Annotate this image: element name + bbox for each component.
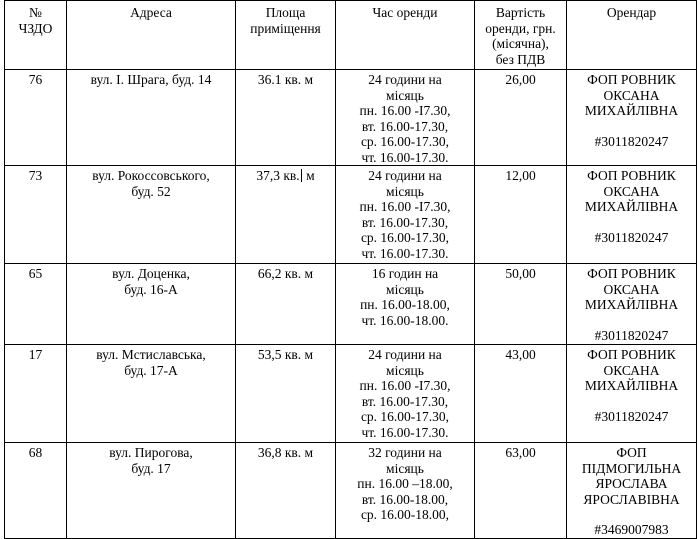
cell-tenant [567, 264, 697, 345]
time-line: ср. 16.00-17.30, [360, 134, 450, 149]
cell-address [67, 345, 236, 443]
tenant-id: #3011820247 [594, 408, 669, 424]
time-line: місяць [386, 281, 424, 297]
address-line: вул. Пирогова, [109, 445, 193, 460]
address-line: буд. 17-А [124, 362, 178, 378]
header-address [67, 1, 236, 70]
header-time-line-1: Час оренди [372, 5, 438, 20]
cell-num: 17 [5, 345, 67, 443]
time-line: чт. 16.00-18.00. [361, 312, 449, 328]
cell-time [336, 70, 475, 166]
cell-area: 36.1 кв. м [236, 70, 336, 166]
header-area-line-2: приміщення [250, 20, 321, 36]
address-line: вул. І. Шрага, буд. 14 [90, 72, 212, 87]
tenant-line: ЯРОСЛАВА [595, 476, 668, 491]
header-tenant-line-1: Орендар [606, 5, 657, 20]
tenant-spacer [570, 394, 693, 409]
cell-address [67, 166, 236, 264]
time-line: пн. 16.00-18.00, [360, 297, 450, 312]
table-row [5, 345, 697, 443]
cell-price: 12,00 [475, 166, 567, 264]
table-row [5, 264, 697, 345]
header-time [336, 1, 475, 70]
address-line: буд. 16-А [124, 281, 178, 297]
cell-area: 66,2 кв. м [236, 264, 336, 345]
cell-time [336, 264, 475, 345]
header-price [475, 1, 567, 70]
address-line: вул. Доценка, [112, 266, 190, 281]
header-price-line-1: Вартість [495, 5, 546, 20]
header-area [236, 1, 336, 70]
time-line: місяць [386, 87, 424, 103]
text-cursor [301, 169, 302, 182]
address-line: вул. Рокоссовського, [92, 168, 210, 183]
cell-tenant [567, 70, 697, 166]
area-unit: кв. [283, 168, 300, 183]
time-line: чт. 16.00-17.30. [361, 245, 449, 261]
tenant-line: МИХАЙЛІВНА [584, 378, 679, 393]
time-line: ср. 16.00-17.30, [360, 409, 450, 424]
tenant-line: ОКСАНА [603, 281, 660, 297]
tenant-spacer [570, 507, 693, 522]
time-line: 24 години на [368, 72, 442, 87]
table-row [5, 166, 697, 264]
tenant-id: #3011820247 [594, 229, 669, 245]
header-num-line-2: ЧЗДО [18, 20, 53, 36]
time-line: місяць [386, 183, 424, 199]
cell-tenant [567, 166, 697, 264]
tenant-id: #3469007983 [594, 522, 669, 537]
tenant-line: ОКСАНА [603, 87, 660, 103]
address-line: буд. 17 [131, 460, 171, 476]
header-num-line-1: № [29, 5, 42, 20]
tenant-line: МИХАЙЛІВНА [584, 199, 679, 214]
header-price-line-4: без ПДВ [495, 51, 546, 67]
tenant-id: #3011820247 [594, 327, 669, 343]
time-line: вт. 16.00-17.30, [361, 214, 449, 230]
time-line: чт. 16.00-17.30. [361, 424, 449, 440]
cell-time [336, 166, 475, 264]
tenant-line: МИХАЙЛІВНА [584, 297, 679, 312]
tenant-line: ФОП РОВНИК [587, 168, 676, 183]
address-line: вул. Мстиславська, [96, 347, 206, 362]
header-price-line-3: (місячна), [492, 36, 549, 51]
tenant-line: ОКСАНА [603, 183, 660, 199]
tenant-spacer [570, 119, 693, 134]
cell-num: 65 [5, 264, 67, 345]
header-price-line-2: оренди, грн. [485, 20, 556, 36]
time-line: вт. 16.00-17.30, [361, 393, 449, 409]
cell-num: 68 [5, 443, 67, 539]
cell-area: 53,5 кв. м [236, 345, 336, 443]
cell-num: 76 [5, 70, 67, 166]
time-line: ср. 16.00-17.30, [360, 230, 450, 245]
tenant-line: МИХАЙЛІВНА [584, 103, 679, 118]
time-line: пн. 16.00 -І7.30, [359, 378, 451, 393]
time-line: 16 годин на [371, 266, 439, 281]
tenant-line: ОКСАНА [603, 362, 660, 378]
cell-time [336, 345, 475, 443]
time-line: вт. 16.00-17.30, [361, 118, 449, 134]
cell-tenant [567, 345, 697, 443]
time-line: вт. 16.00-18.00, [361, 491, 449, 507]
time-line: пн. 16.00 –18.00, [357, 476, 453, 491]
tenant-line: ФОП ПІДМОГИЛЬНА [581, 445, 682, 476]
time-line: пн. 16.00 -І7.30, [359, 103, 451, 118]
header-num [5, 1, 67, 70]
header-tenant [567, 1, 697, 70]
rental-table [4, 0, 697, 539]
tenant-id: #3011820247 [594, 133, 669, 149]
header-address-line-1: Адреса [130, 5, 172, 20]
cell-num: 73 [5, 166, 67, 264]
tenant-line: ФОП РОВНИК [587, 266, 676, 281]
cell-price: 63,00 [475, 443, 567, 539]
address-line: буд. 52 [131, 183, 171, 199]
header-row [5, 1, 697, 70]
time-line: 24 години на [368, 347, 442, 362]
table-row [5, 70, 697, 166]
tenant-spacer [570, 313, 693, 328]
cell-address [67, 264, 236, 345]
time-line: 24 години на [368, 168, 442, 183]
cell-price: 26,00 [475, 70, 567, 166]
header-area-line-1: Площа [265, 5, 306, 20]
time-line: місяць [386, 362, 424, 378]
time-line: 32 години на [368, 445, 442, 460]
time-line: чт. 16.00-17.30. [361, 149, 449, 165]
tenant-line: ФОП РОВНИК [587, 347, 676, 362]
tenant-spacer [570, 215, 693, 230]
cell-price: 50,00 [475, 264, 567, 345]
time-line: пн. 16.00 -І7.30, [359, 199, 451, 214]
area-unit-m: м [306, 168, 315, 183]
tenant-line: ФОП РОВНИК [587, 72, 676, 87]
tenant-line: ЯРОСЛАВІВНА [583, 491, 680, 507]
time-line: ср. 16.00-18.00, [360, 507, 450, 522]
cell-area: 36,8 кв. м [236, 443, 336, 539]
cell-area [236, 166, 336, 264]
cell-price: 43,00 [475, 345, 567, 443]
time-line: місяць [386, 460, 424, 476]
cell-address [67, 70, 236, 166]
area-value: 37,3 [256, 168, 280, 183]
